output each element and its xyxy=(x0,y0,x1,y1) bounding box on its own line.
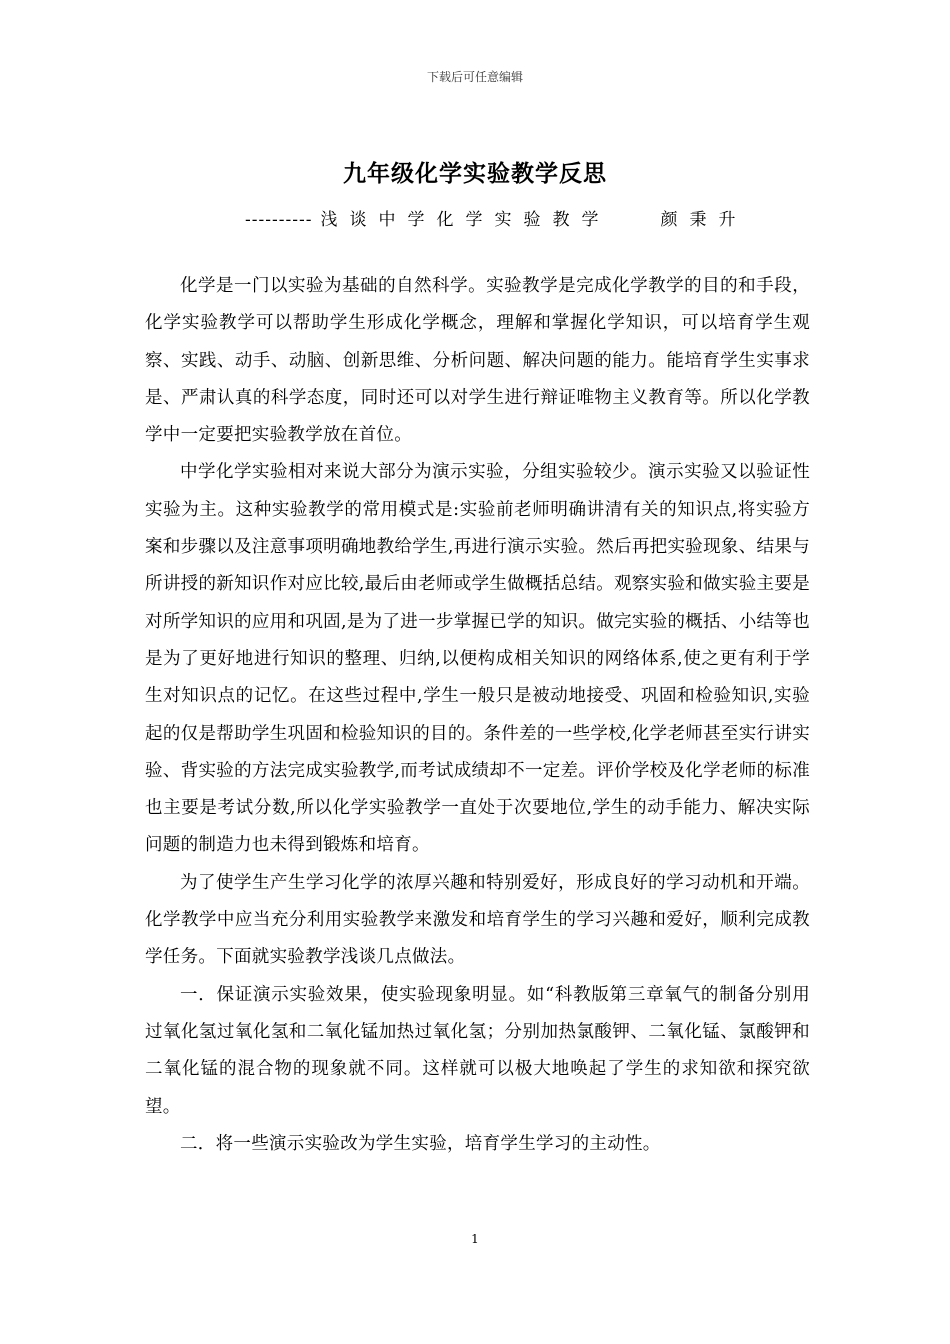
document-body xyxy=(145,268,810,1163)
subtitle-topic: 浅谈中学化学实验教学 xyxy=(320,210,611,230)
document-subtitle xyxy=(145,202,810,239)
paragraph: 中学化学实验相对来说大部分为演示实验，分组实验较少。演示实验又以验证性实验为主。这种实验教学的常用模式是:实验前老师明确讲清有关的知识点,将实验方案和步骤以及注意事项明确地教给学生,再进行演示实验。然后再把实验现象、结果与所讲授的新知识作对应比较,最后由老师或学生做概括总结。观察实验和做实验主要是对所学知识的应用和巩固,是为了进一步掌握已学的知识。做完实验的概括、小结等也是为了更好地进行知识的整理、归纳,以便构成相关知识的网络体系,使之更有利于学生对知识点的记忆。在这些过程中,学生一般只是被动地接受、巩固和检验知识,实验起的仅是帮助学生巩固和检验知识的目的。条件差的一些学校,化学老师甚至实行讲实验、背实验的方法完成实验教学,而考试成绩却不一定差。评价学校及化学老师的标准也主要是考试分数,所以化学实验教学一直处于次要地位,学生的动手能力、解决实际问题的制造力也未得到锻炼和培育。 xyxy=(145,462,810,856)
document-title: 九年级化学实验教学反思 xyxy=(343,160,607,187)
paragraph: 为了使学生产生学习化学的浓厚兴趣和特别爱好，形成良好的学习动机和开端。化学教学中应当充分利用实验教学来激发和培育学生的学习兴趣和爱好，顺利完成教学任务。下面就实验教学浅谈几点做法。 xyxy=(145,872,810,968)
paragraph: 化学是一门以实验为基础的自然科学。实验教学是完成化学教学的目的和手段，化学实验教学可以帮助学生形成化学概念，理解和掌握化学知识，可以培育学生观察、实践、动手、动脑、创新思维、分析问题、解决问题的能力。能培育学生实事求是、严肃认真的科学态度，同时还可以对学生进行辩证唯物主义教育等。所以化学教学中一定要把实验教学放在首位。 xyxy=(145,276,810,446)
paragraph: 二．将一些演示实验改为学生实验，培育学生学习的主动性。 xyxy=(180,1133,661,1154)
header-note: 下载后可任意编辑 xyxy=(426,70,523,84)
subtitle-dashes: ---------- xyxy=(245,210,313,230)
paragraph: 一．保证演示实验效果，使实验现象明显。如“科教版第三章氧气的制备分别用过氧化氢过氧化氢和二氧化锰加热过氧化氢；分别加热氯酸钾、二氧化锰、氯酸钾和二氧化锰的混合物的现象就不同。这样就可以极大地唤起了学生的求知欲和探究欲望。 xyxy=(145,984,810,1117)
subtitle-author: 颜秉升 xyxy=(660,210,748,230)
page-number: 1 xyxy=(471,1232,479,1246)
